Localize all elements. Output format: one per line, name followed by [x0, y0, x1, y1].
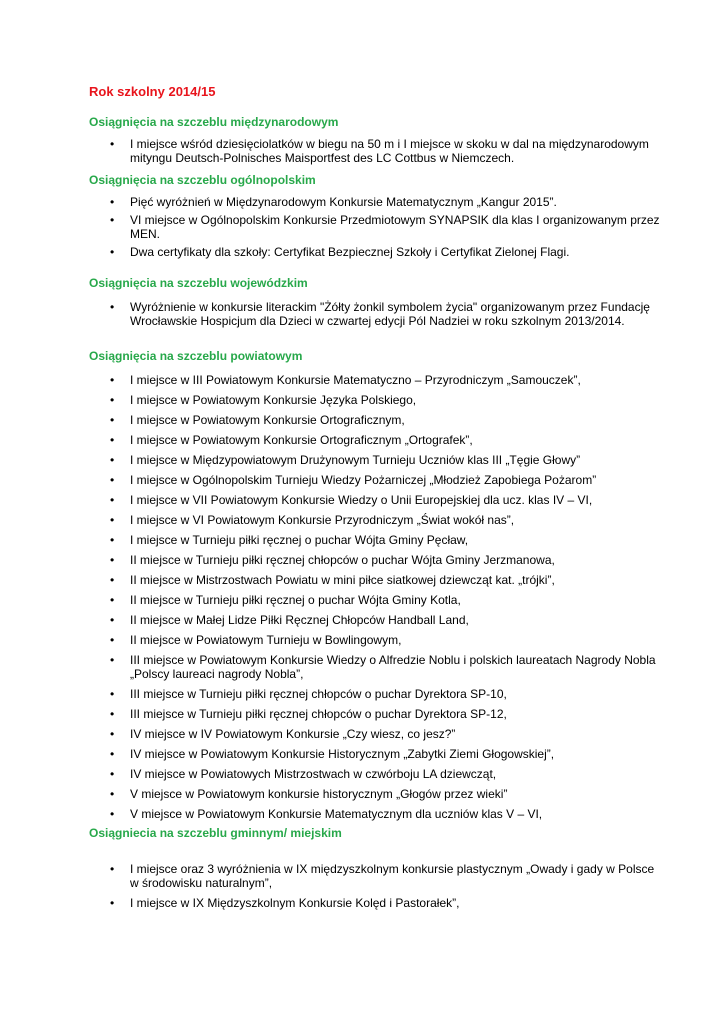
list-item: • IV miejsce w Powiatowych Mistrzostwach w czwórboju LA dziewcząt, — [0, 767, 725, 781]
list-item: • Wyróżnienie w konkursie literackim "Żółty żonkil symbolem życia" organizowanym przez Fundację Wrocławskie Hospicjum dla Dzieci w czwartej edycji Pól Nadziei w roku szkolnym 2013/2014. — [0, 300, 725, 328]
list-item: • IV miejsce w Powiatowym Konkursie Historycznym „Zabytki Ziemi Głogowskiej”, — [0, 747, 725, 761]
list-international — [0, 137, 725, 169]
list-item: • II miejsce w Małej Lidze Piłki Ręcznej Chłopców Handball Land, — [0, 613, 725, 627]
list-national — [0, 195, 725, 263]
list-item: • V miejsce w Powiatowym konkursie historycznym „Głogów przez wieki” — [0, 787, 725, 801]
list-voivodeship — [0, 300, 725, 332]
list-item: • V miejsce w Powiatowym Konkursie Matematycznym dla uczniów klas V – VI, — [0, 807, 725, 821]
list-item: • I miejsce w Powiatowym Konkursie Ortograficznym „Ortografek”, — [0, 433, 725, 447]
section-heading-national: Osiągnięcia na szczeblu ogólnopolskim — [89, 173, 316, 187]
list-item: • I miejsce w VII Powiatowym Konkursie Wiedzy o Unii Europejskiej dla ucz. klas IV – VI, — [0, 493, 725, 507]
list-item: • III miejsce w Turnieju piłki ręcznej chłopców o puchar Dyrektora SP-12, — [0, 707, 725, 721]
list-item: • I miejsce w Międzypowiatowym Drużynowym Turnieju Uczniów klas III „Tęgie Głowy” — [0, 453, 725, 467]
section-heading-voivodeship: Osiągnięcia na szczeblu wojewódzkim — [89, 276, 308, 290]
list-municipal — [0, 862, 725, 916]
list-item: • I miejsce w Powiatowym Konkursie Ortograficznym, — [0, 413, 725, 427]
list-item: • I miejsce w VI Powiatowym Konkursie Przyrodniczym „Świat wokół nas”, — [0, 513, 725, 527]
list-item: • II miejsce w Turnieju piłki ręcznej o puchar Wójta Gminy Kotla, — [0, 593, 725, 607]
list-item: • II miejsce w Mistrzostwach Powiatu w mini piłce siatkowej dziewcząt kat. „trójki”, — [0, 573, 725, 587]
list-item: • I miejsce w Ogólnopolskim Turnieju Wiedzy Pożarniczej „Młodzież Zapobiega Pożarom” — [0, 473, 725, 487]
list-item: • I miejsce oraz 3 wyróżnienia w IX międzyszkolnym konkursie plastycznym „Owady i gady w Polsce w środowisku naturalnym”, — [0, 862, 725, 890]
section-heading-municipal: Osiągniecia na szczeblu gminnym/ miejskim — [89, 826, 342, 840]
list-item: • III miejsce w Powiatowym Konkursie Wiedzy o Alfredzie Noblu i polskich laureatach Nagrody Nobla „Polscy laureaci nagrody Nobla”, — [0, 653, 725, 681]
list-item: • IV miejsce w IV Powiatowym Konkursie „Czy wiesz, co jesz?” — [0, 727, 725, 741]
list-item: • Dwa certyfikaty dla szkoły: Certyfikat Bezpiecznej Szkoły i Certyfikat Zielonej Flagi. — [0, 245, 725, 259]
list-item: • I miejsce w IX Międzyszkolnym Konkursie Kolęd i Pastorałek”, — [0, 896, 725, 910]
list-item: • I miejsce w Powiatowym Konkursie Języka Polskiego, — [0, 393, 725, 407]
section-heading-international: Osiągnięcia na szczeblu międzynarodowym — [89, 115, 339, 129]
list-county — [0, 373, 725, 827]
list-item: • II miejsce w Turnieju piłki ręcznej chłopców o puchar Wójta Gminy Jerzmanowa, — [0, 553, 725, 567]
list-item: • Pięć wyróżnień w Międzynarodowym Konkursie Matematycznym „Kangur 2015”. — [0, 195, 725, 209]
page-title: Rok szkolny 2014/15 — [89, 84, 216, 99]
list-item: • III miejsce w Turnieju piłki ręcznej chłopców o puchar Dyrektora SP-10, — [0, 687, 725, 701]
list-item: • II miejsce w Powiatowym Turnieju w Bowlingowym, — [0, 633, 725, 647]
list-item: • I miejsce w III Powiatowym Konkursie Matematyczno – Przyrodniczym „Samouczek”, — [0, 373, 725, 387]
list-item: • VI miejsce w Ogólnopolskim Konkursie Przedmiotowym SYNAPSIK dla klas I organizowanym przez MEN. — [0, 213, 725, 241]
list-item: • I miejsce w Turnieju piłki ręcznej o puchar Wójta Gminy Pęcław, — [0, 533, 725, 547]
list-item: • I miejsce wśród dziesięciolatków w biegu na 50 m i I miejsce w skoku w dal na międzynarodowym mityngu Deutsch-Polnisches Maisportfest des LC Cottbus w Niemczech. — [0, 137, 725, 165]
section-heading-county: Osiągnięcia na szczeblu powiatowym — [89, 349, 303, 363]
